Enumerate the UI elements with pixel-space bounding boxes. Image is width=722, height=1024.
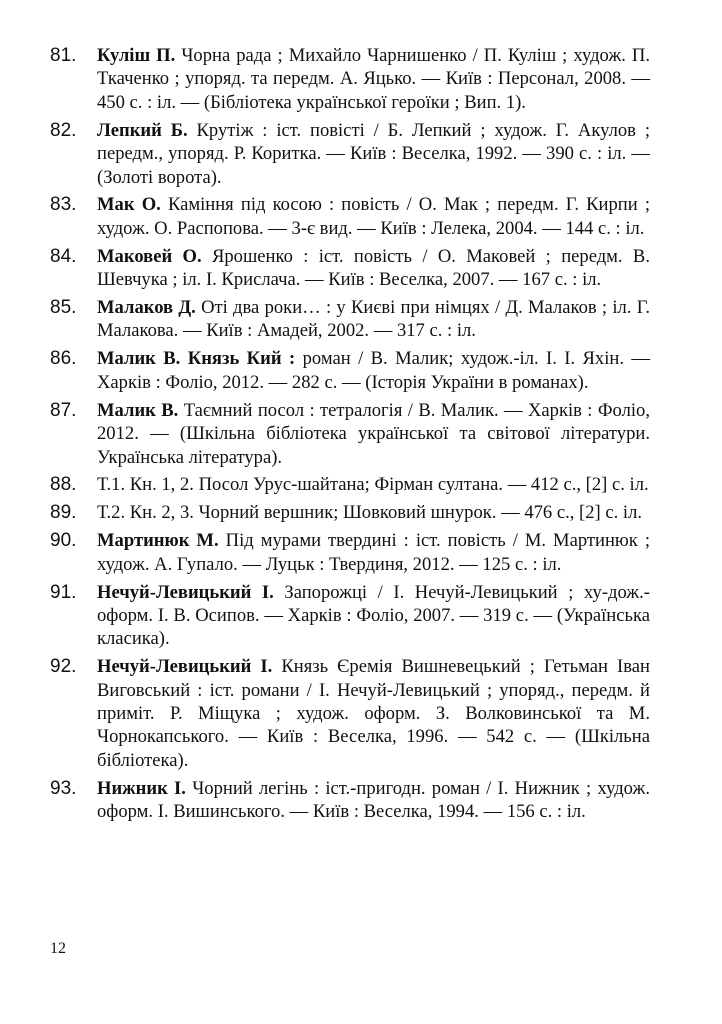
entry-number: 83. bbox=[50, 194, 77, 216]
bibliography-entry bbox=[50, 44, 650, 114]
entry-number: 91. bbox=[50, 581, 77, 603]
entry-author: Мартинюк М. bbox=[97, 530, 219, 552]
entry-text: Чорна рада ; Михайло Чарнишенко / П. Куліш ; худож. П. Ткаченко ; упоряд. та передм. А. Яцько. — Київ : Персонал, 2008. — 450 с. : іл. — (Бібліотека української героїки ; Вип. 1). bbox=[97, 45, 650, 113]
entry-number: 82. bbox=[50, 119, 77, 141]
entry-author: Нижник І. bbox=[97, 777, 186, 799]
entry-author: Мак О. bbox=[97, 194, 161, 216]
bibliography-entry bbox=[50, 296, 650, 343]
entry-text: роман / В. Малик; худож.-іл. І. І. Яхін. — Харків : Фоліо, 2012. — 282 с. — (Історія України в романах). bbox=[97, 348, 650, 393]
entry-number: 81. bbox=[50, 45, 77, 66]
entry-author: Лепкий Б. bbox=[97, 119, 188, 141]
entry-author: Малик В. Князь Кий : bbox=[97, 348, 296, 370]
bibliography-entry bbox=[50, 777, 650, 824]
entry-text: Князь Єремія Вишневецький ; Гетьман Іван Виговський : іст. романи / І. Нечуй-Левицький ; упоряд., передм. й приміт. Р. Міщука ; худож. оформ. З. Волковинської та М. Чорнокапського. — Київ : Веселка, 1996. — 542 с. — (Шкільна бібліотека). bbox=[97, 656, 650, 771]
bibliography-entry bbox=[50, 529, 650, 576]
bibliography-entry bbox=[50, 119, 650, 189]
entry-text: Ярошенко : іст. повість / О. Маковей ; передм. В. Шевчука ; іл. І. Крислача. — Київ : Веселка, 2007. — 167 с. : іл. bbox=[97, 245, 650, 291]
bibliography-entry bbox=[50, 399, 650, 469]
entry-author: Малаков Д. bbox=[97, 297, 196, 319]
page-number: 12 bbox=[50, 940, 66, 957]
entry-text: Запорожці / І. Нечуй-Левицький ; ху-дож.-оформ. І. В. Осипов. — Харків : Фоліо, 2007. — 319 с. — (Українська класика). bbox=[97, 581, 650, 650]
entry-text: Таємний посол : тетралогія / В. Малик. — Харків : Фоліо, 2012. — (Шкільна бібліотека української та світової літератури. Українська література). bbox=[97, 399, 650, 468]
entry-number: 84. bbox=[50, 245, 77, 267]
entry-number: 87. bbox=[50, 399, 77, 421]
entry-number: 92. bbox=[50, 656, 77, 678]
bibliography-entry bbox=[50, 245, 650, 292]
entry-author: Нечуй-Левицький І. bbox=[97, 581, 274, 603]
entry-number: 86. bbox=[50, 348, 77, 370]
entry-text: Оті два роки… : у Києві при німцях / Д. Малаков ; іл. Г. Малакова. — Київ : Амадей, 2002. — 317 с. : іл. bbox=[97, 297, 651, 342]
bibliography-entry bbox=[50, 501, 650, 524]
bibliography-entry bbox=[50, 581, 650, 651]
entry-text: Т.2. Кн. 2, 3. Чорний вершник; Шовковий шнурок. — 476 с., [2] с. іл. bbox=[97, 502, 643, 524]
entry-number: 93. bbox=[50, 777, 77, 799]
entry-author: Куліш П. bbox=[97, 45, 176, 66]
entry-text: Чорний легінь : іст.-пригодн. роман / І. Нижник ; худож. оформ. І. Вишинського. — Київ : Веселка, 1994. — 156 с. : іл. bbox=[97, 777, 650, 823]
entry-author: Нечуй-Левицький І. bbox=[97, 656, 273, 678]
entry-number: 85. bbox=[50, 297, 77, 319]
entry-number: 89. bbox=[50, 502, 77, 524]
bibliography-entry bbox=[50, 473, 650, 496]
entry-number: 90. bbox=[50, 530, 77, 552]
entry-author: Малик В. bbox=[97, 399, 179, 421]
entry-text: Під мурами твердині : іст. повість / М. Мартинюк ; худож. А. Гупало. — Луцьк : Твердиня, 2012. — 125 с. : іл. bbox=[97, 530, 651, 575]
bibliography-entry bbox=[50, 193, 650, 240]
entry-text: Т.1. Кн. 1, 2. Посол Урус-шайтана; Фірман султана. — 412 с., [2] с. іл. bbox=[97, 474, 649, 496]
bibliography-entry bbox=[50, 347, 650, 394]
entry-text: Каміння під косою : повість / О. Мак ; передм. Г. Кирпи ; худож. О. Распопова. — 3-є вид. — Київ : Лелека, 2004. — 144 с. : іл. bbox=[97, 194, 651, 239]
entry-number: 88. bbox=[50, 474, 77, 496]
bibliography-list bbox=[50, 44, 650, 828]
entry-text: Крутіж : іст. повісті / Б. Лепкий ; худож. Г. Акулов ; передм., упоряд. Р. Коритка. — Київ : Веселка, 1992. — 390 с. : іл. — (Золоті ворота). bbox=[97, 119, 650, 188]
bibliography-entry bbox=[50, 655, 650, 772]
entry-author: Маковей О. bbox=[97, 245, 202, 267]
